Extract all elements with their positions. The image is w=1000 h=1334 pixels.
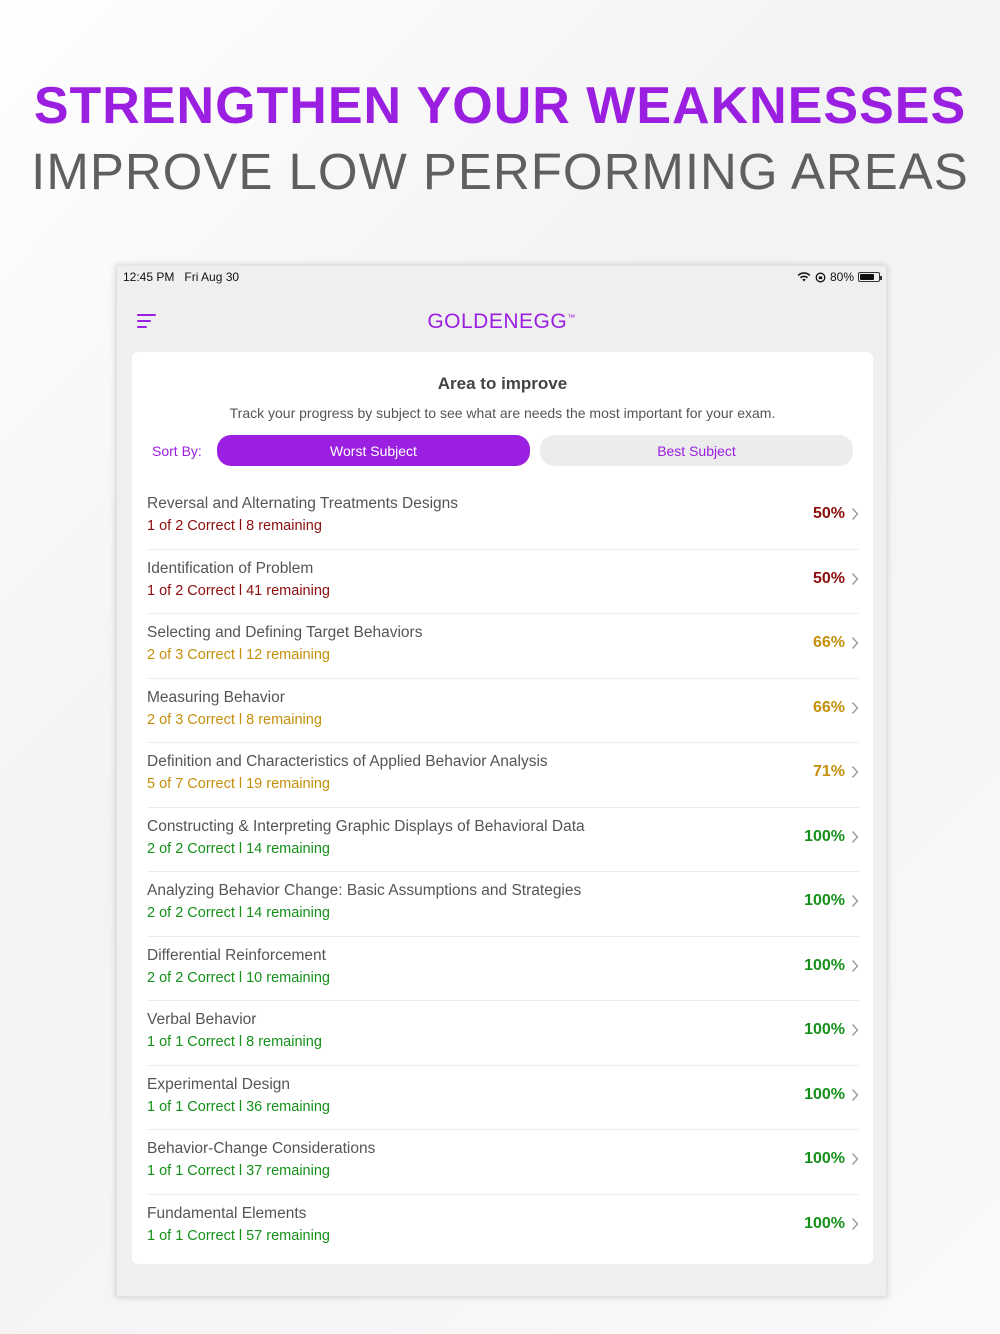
subject-row[interactable]	[147, 550, 859, 615]
wifi-icon	[797, 272, 811, 282]
subject-row[interactable]	[147, 1066, 859, 1131]
tablet-screen	[116, 265, 887, 1297]
promo-subheadline: IMPROVE LOW PERFORMING AREAS	[31, 143, 969, 200]
chevron-right-icon	[851, 636, 859, 650]
status-time: 12:45 PM	[123, 270, 175, 284]
subject-percent: 100%	[804, 1214, 845, 1232]
subject-name: Verbal Behavior	[147, 1011, 257, 1028]
subject-percent: 100%	[804, 1150, 845, 1167]
subject-progress-detail: 1 of 1 Correct l 36 remaining	[147, 1098, 330, 1115]
subject-progress-detail: 1 of 2 Correct l 41 remaining	[147, 582, 330, 599]
subject-list	[147, 485, 859, 1259]
subject-percent: 71%	[812, 763, 845, 780]
chevron-right-icon	[851, 572, 859, 586]
subject-progress-detail: 2 of 2 Correct l 14 remaining	[147, 905, 330, 921]
sort-by-label: Sort By:	[152, 443, 202, 459]
subject-row[interactable]	[147, 743, 859, 808]
chevron-right-icon	[851, 765, 859, 779]
chevron-right-icon	[851, 830, 859, 844]
subject-progress-detail: 2 of 3 Correct l 8 remaining	[147, 711, 322, 728]
subject-row[interactable]	[147, 808, 859, 873]
subject-progress-detail: 1 of 1 Correct l 57 remaining	[147, 1227, 330, 1244]
subject-progress-detail: 2 of 2 Correct l 10 remaining	[147, 969, 330, 986]
battery-icon	[858, 272, 880, 282]
subject-row[interactable]	[147, 1001, 859, 1066]
subject-progress-detail: 5 of 7 Correct l 19 remaining	[147, 776, 330, 792]
subject-name: Selecting and Defining Target Behaviors	[147, 624, 423, 641]
subject-name: Measuring Behavior	[147, 688, 285, 706]
chevron-right-icon	[851, 959, 859, 973]
sort-best-subject-button[interactable]: Best Subject	[540, 435, 853, 466]
subject-name: Behavior-Change Considerations	[147, 1140, 376, 1157]
subject-percent: 50%	[812, 569, 845, 587]
promo-headline: STRENGTHEN YOUR WEAKNESSES	[33, 77, 967, 135]
sort-worst-subject-button[interactable]: Worst Subject	[217, 435, 530, 466]
subject-progress-detail: 2 of 2 Correct l 14 remaining	[147, 840, 330, 857]
subject-percent: 66%	[812, 698, 845, 716]
subject-percent: 100%	[804, 956, 845, 974]
subject-progress-detail: 1 of 1 Correct l 37 remaining	[147, 1163, 330, 1179]
subject-percent: 100%	[804, 1085, 845, 1103]
subject-percent: 100%	[804, 892, 845, 909]
subject-row[interactable]	[147, 614, 859, 679]
orientation-lock-icon	[815, 272, 826, 283]
chevron-right-icon	[851, 701, 859, 715]
status-date: Fri Aug 30	[184, 270, 240, 284]
subject-name: Fundamental Elements	[147, 1204, 307, 1222]
subject-progress-detail: 1 of 1 Correct l 8 remaining	[147, 1034, 322, 1050]
chevron-right-icon	[851, 1023, 859, 1037]
subject-row[interactable]	[147, 679, 859, 744]
subject-name: Constructing & Interpreting Graphic Displays of Behavioral Data	[147, 817, 585, 835]
subject-progress-detail: 2 of 3 Correct l 12 remaining	[147, 647, 330, 663]
card-description: Track your progress by subject to see what are needs the most important for your exam.	[229, 405, 776, 421]
card-title: Area to improve	[437, 374, 568, 393]
status-bar	[117, 266, 886, 288]
chevron-right-icon	[851, 1152, 859, 1166]
subject-name: Analyzing Behavior Change: Basic Assumptions and Strategies	[147, 882, 582, 899]
subject-percent: 66%	[812, 634, 845, 651]
subject-row[interactable]	[147, 485, 859, 550]
chevron-right-icon	[851, 894, 859, 908]
subject-row[interactable]	[147, 872, 859, 937]
subject-name: Differential Reinforcement	[147, 946, 326, 964]
battery-percent: 80%	[829, 270, 854, 284]
area-to-improve-card	[132, 352, 873, 1264]
subject-name: Definition and Characteristics of Applied Behavior Analysis	[147, 753, 548, 770]
subject-name: Experimental Design	[147, 1075, 291, 1093]
subject-name: Reversal and Alternating Treatments Designs	[147, 495, 459, 512]
chevron-right-icon	[851, 1217, 859, 1231]
chevron-right-icon	[851, 1088, 859, 1102]
subject-percent: 100%	[804, 1021, 845, 1038]
subject-progress-detail: 1 of 2 Correct l 8 remaining	[147, 518, 322, 534]
subject-row[interactable]	[147, 937, 859, 1002]
subject-row[interactable]	[147, 1195, 859, 1260]
subject-percent: 100%	[804, 827, 845, 845]
subject-row[interactable]	[147, 1130, 859, 1195]
app-logo: GOLDENEGG™	[427, 310, 576, 333]
chevron-right-icon	[851, 507, 859, 521]
subject-name: Identification of Problem	[147, 559, 314, 577]
subject-percent: 50%	[812, 505, 845, 522]
